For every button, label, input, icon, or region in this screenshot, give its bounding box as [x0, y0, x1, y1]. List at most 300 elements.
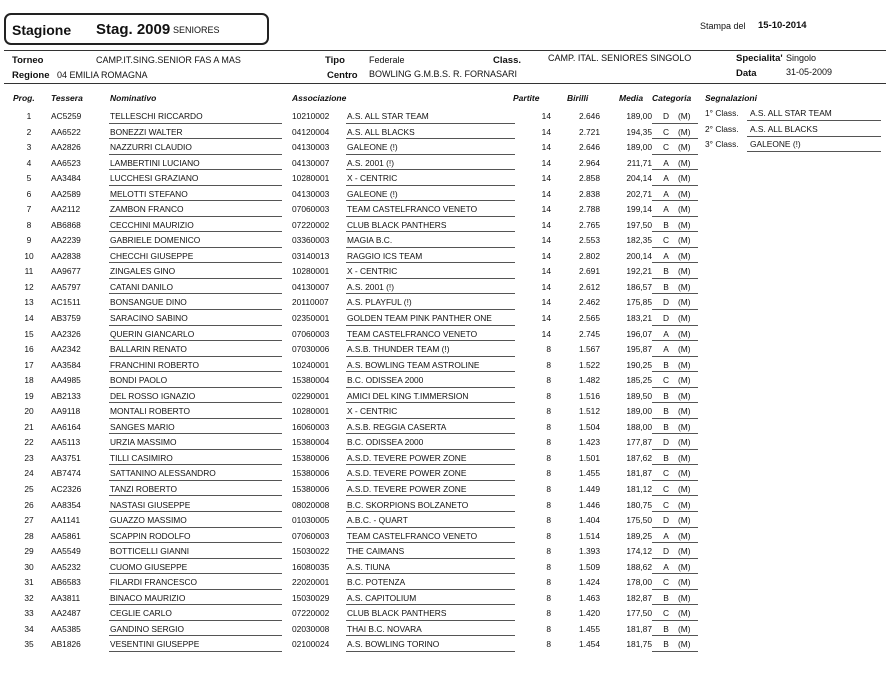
table-row	[0, 590, 891, 606]
row-categoria: C	[662, 468, 670, 479]
row-media: 189,00	[626, 406, 652, 417]
row-media: 181,12	[626, 483, 652, 494]
row-gender: (M)	[678, 126, 691, 137]
row-name: BONDI PAOLO	[110, 375, 168, 386]
row-partite: 8	[546, 623, 551, 634]
row-prog: 12	[24, 281, 34, 292]
row-team: AMICI DEL KING T.IMMERSION	[347, 390, 469, 401]
row-birilli: 2.838	[579, 188, 600, 199]
row-gender: (M)	[678, 173, 691, 184]
row-team-code: 10240001	[292, 359, 330, 370]
row-name: SANGES MARIO	[110, 421, 175, 432]
row-categoria: B	[663, 452, 669, 463]
row-underline	[346, 651, 515, 652]
table-row	[0, 341, 891, 357]
row-name: DEL ROSSO IGNAZIO	[110, 390, 196, 401]
row-name: GANDINO SERGIO	[110, 623, 184, 634]
row-team-code: 16060003	[292, 421, 330, 432]
row-categoria: B	[663, 359, 669, 370]
row-team-code: 15030022	[292, 546, 330, 557]
table-row	[0, 372, 891, 388]
row-prog: 14	[24, 313, 34, 324]
torneo-label: Torneo	[12, 55, 44, 66]
row-categoria: A	[663, 250, 669, 261]
row-name: TANZI ROBERTO	[110, 483, 178, 494]
row-team: B.C. POTENZA	[347, 577, 406, 588]
row-team-code: 02290001	[292, 390, 330, 401]
row-name: SCAPPIN RODOLFO	[110, 530, 191, 541]
row-team: A.S. CAPITOLIUM	[347, 592, 417, 603]
row-categoria: A	[663, 344, 669, 355]
centro-value: BOWLING G.M.B.S. R. FORNASARI	[369, 69, 518, 79]
row-categoria: C	[662, 142, 670, 153]
row-prog: 34	[24, 623, 34, 634]
row-team: A.S. ALL BLACKS	[347, 126, 415, 137]
row-underline	[109, 651, 282, 652]
row-media: 202,71	[626, 188, 652, 199]
row-partite: 14	[541, 126, 551, 137]
row-birilli: 2.462	[579, 297, 600, 308]
row-team: A.S. BOWLING TEAM ASTROLINE	[347, 359, 480, 370]
row-categoria: D	[662, 515, 670, 526]
row-name: NAZZURRI CLAUDIO	[110, 142, 192, 153]
table-row	[0, 543, 891, 559]
row-categoria: B	[663, 281, 669, 292]
row-media: 178,00	[626, 577, 652, 588]
row-prog: 13	[24, 297, 34, 308]
row-team: A.S. 2001 (!)	[347, 281, 395, 292]
segnalazione-underline	[747, 151, 881, 152]
row-categoria: D	[662, 111, 670, 121]
row-team-code: 10210002	[292, 111, 330, 121]
row-name: BINACO MAURIZIO	[110, 592, 186, 603]
regione-label: Regione	[12, 70, 50, 81]
header-rule-top	[4, 50, 886, 51]
row-media: 182,35	[626, 235, 652, 246]
header-rule-bottom	[4, 83, 886, 84]
row-partite: 8	[546, 390, 551, 401]
row-birilli: 1.463	[579, 592, 600, 603]
row-categoria: D	[662, 297, 670, 308]
row-gender: (M)	[678, 266, 691, 277]
row-partite: 8	[546, 468, 551, 479]
row-team: RAGGIO ICS TEAM	[347, 250, 423, 261]
row-birilli: 1.393	[579, 546, 600, 557]
row-categoria: B	[663, 592, 669, 603]
row-tessera: AA5232	[51, 561, 81, 572]
row-tessera: AB6868	[51, 219, 81, 230]
row-partite: 14	[541, 266, 551, 277]
row-name: GUAZZO MASSIMO	[110, 515, 187, 526]
row-prog: 25	[24, 483, 34, 494]
row-birilli: 1.424	[579, 577, 600, 588]
row-name: CATANI DANILO	[110, 281, 173, 292]
row-tessera: AA5797	[51, 281, 81, 292]
row-media: 187,62	[626, 452, 652, 463]
row-team-code: 04130007	[292, 157, 330, 168]
table-row	[0, 497, 891, 513]
row-prog: 6	[26, 188, 32, 199]
table-row	[0, 605, 891, 621]
row-categoria: A	[663, 157, 669, 168]
row-gender: (M)	[678, 111, 691, 121]
row-name: URZIA MASSIMO	[110, 437, 177, 448]
torneo-value: CAMP.IT.SING.SENIOR FAS A MAS	[96, 55, 241, 65]
row-team-code: 02100024	[292, 639, 330, 650]
row-partite: 14	[541, 204, 551, 215]
row-team: GALEONE (!)	[347, 142, 398, 153]
col-prog: Prog.	[13, 93, 35, 103]
row-media: 200,14	[626, 250, 652, 261]
row-partite: 8	[546, 592, 551, 603]
centro-label: Centro	[327, 70, 358, 81]
row-categoria: A	[663, 328, 669, 339]
row-media: 189,50	[626, 390, 652, 401]
row-partite: 8	[546, 499, 551, 510]
row-gender: (M)	[678, 437, 691, 448]
row-categoria: A	[663, 530, 669, 541]
row-team-code: 15380006	[292, 452, 330, 463]
row-birilli: 2.691	[579, 266, 600, 277]
row-name: TELLESCHI RICCARDO	[110, 111, 203, 121]
row-team: THAI B.C. NOVARA	[347, 623, 422, 634]
col-segnalazioni: Segnalazioni	[705, 93, 757, 103]
row-tessera: AA3484	[51, 173, 81, 184]
row-team-code: 10280001	[292, 406, 330, 417]
row-partite: 14	[541, 188, 551, 199]
row-name: BALLARIN RENATO	[110, 344, 187, 355]
table-row	[0, 481, 891, 497]
table-row	[0, 326, 891, 342]
row-tessera: AA2838	[51, 250, 81, 261]
row-tessera: AC1511	[51, 297, 81, 308]
row-prog: 16	[24, 344, 34, 355]
row-categoria: A	[663, 561, 669, 572]
row-partite: 8	[546, 406, 551, 417]
row-tessera: AA5549	[51, 546, 81, 557]
row-media: 188,62	[626, 561, 652, 572]
row-team-code: 03360003	[292, 235, 330, 246]
row-tessera: AA2589	[51, 188, 81, 199]
row-tessera: AA9677	[51, 266, 81, 277]
row-tessera: AA2239	[51, 235, 81, 246]
table-row	[0, 450, 891, 466]
row-media: 177,87	[626, 437, 652, 448]
row-team: B.C. ODISSEA 2000	[347, 375, 424, 386]
row-tessera: AA5113	[51, 437, 81, 448]
row-team-code: 15380006	[292, 468, 330, 479]
row-prog: 15	[24, 328, 34, 339]
row-team-code: 04130003	[292, 142, 330, 153]
row-media: 189,00	[626, 111, 652, 121]
row-birilli: 1.567	[579, 344, 600, 355]
row-name: CUOMO GIUSEPPE	[110, 561, 188, 572]
row-birilli: 1.446	[579, 499, 600, 510]
table-row	[0, 574, 891, 590]
table-row	[0, 294, 891, 310]
row-team-code: 15030029	[292, 592, 330, 603]
row-media: 188,00	[626, 421, 652, 432]
row-gender: (M)	[678, 592, 691, 603]
row-team: X - CENTRIC	[347, 266, 398, 277]
row-tessera: AA2826	[51, 142, 81, 153]
row-birilli: 1.455	[579, 468, 600, 479]
row-gender: (M)	[678, 546, 691, 557]
row-birilli: 2.765	[579, 219, 600, 230]
row-birilli: 2.646	[579, 142, 600, 153]
row-categoria: C	[662, 126, 670, 137]
row-team: A.S. PLAYFUL (!)	[347, 297, 412, 308]
row-team-code: 16080035	[292, 561, 330, 572]
row-media: 175,50	[626, 515, 652, 526]
row-name: VESENTINI GIUSEPPE	[110, 639, 200, 650]
row-prog: 23	[24, 452, 34, 463]
row-prog: 32	[24, 592, 34, 603]
row-gender: (M)	[678, 142, 691, 153]
row-team-code: 15380006	[292, 483, 330, 494]
row-partite: 8	[546, 515, 551, 526]
row-gender: (M)	[678, 328, 691, 339]
row-name: MONTALI ROBERTO	[110, 406, 191, 417]
row-categoria: C	[662, 608, 670, 619]
col-categoria: Categoria	[652, 93, 692, 103]
row-birilli: 2.612	[579, 281, 600, 292]
table-row	[0, 263, 891, 279]
row-media: 181,87	[626, 468, 652, 479]
row-gender: (M)	[678, 359, 691, 370]
row-name: CEGLIE CARLO	[110, 608, 172, 619]
row-prog: 35	[24, 639, 34, 650]
row-team: THE CAIMANS	[347, 546, 405, 557]
row-gender: (M)	[678, 390, 691, 401]
row-gender: (M)	[678, 235, 691, 246]
row-birilli: 1.522	[579, 359, 600, 370]
row-gender: (M)	[678, 561, 691, 572]
segnalazione-team: A.S. ALL BLACKS	[750, 123, 818, 134]
row-gender: (M)	[678, 250, 691, 261]
row-team-code: 08020008	[292, 499, 330, 510]
row-birilli: 1.514	[579, 530, 600, 541]
table-row	[0, 357, 891, 373]
row-name: BONSANGUE DINO	[110, 297, 187, 308]
row-team: X - CENTRIC	[347, 173, 398, 184]
row-name: LAMBERTINI LUCIANO	[110, 157, 200, 168]
row-tessera: AB2133	[51, 390, 81, 401]
row-gender: (M)	[678, 188, 691, 199]
row-media: 186,57	[626, 281, 652, 292]
table-row	[0, 170, 891, 186]
row-partite: 14	[541, 281, 551, 292]
row-name: GABRIELE DOMENICO	[110, 235, 201, 246]
specialita-label: Specialita'	[736, 53, 783, 64]
row-name: NASTASI GIUSEPPE	[110, 499, 191, 510]
row-categoria: B	[663, 421, 669, 432]
table-row	[0, 217, 891, 233]
row-tessera: AA3751	[51, 452, 81, 463]
row-birilli: 1.509	[579, 561, 600, 572]
row-categoria: C	[662, 483, 670, 494]
segnalazione-position: 2° Class.	[705, 123, 739, 134]
table-row	[0, 512, 891, 528]
row-media: 180,75	[626, 499, 652, 510]
row-team: CLUB BLACK PANTHERS	[347, 219, 447, 230]
row-media: 181,75	[626, 639, 652, 650]
row-categoria: B	[663, 390, 669, 401]
row-birilli: 1.449	[579, 483, 600, 494]
row-name: BOTTICELLI GIANNI	[110, 546, 190, 557]
row-prog: 26	[24, 499, 34, 510]
row-gender: (M)	[678, 406, 691, 417]
row-categoria: C	[662, 235, 670, 246]
row-media: 182,87	[626, 592, 652, 603]
row-prog: 24	[24, 468, 34, 479]
row-media: 175,85	[626, 297, 652, 308]
row-tessera: AA1141	[51, 515, 81, 526]
row-name: QUERIN GIANCARLO	[110, 328, 195, 339]
row-tessera: AB6583	[51, 577, 81, 588]
row-team-code: 10280001	[292, 173, 330, 184]
row-media: 197,50	[626, 219, 652, 230]
row-birilli: 1.404	[579, 515, 600, 526]
row-gender: (M)	[678, 344, 691, 355]
row-birilli: 1.420	[579, 608, 600, 619]
row-team-code: 22020001	[292, 577, 330, 588]
row-team: TEAM CASTELFRANCO VENETO	[347, 530, 478, 541]
row-team: A.S. ALL STAR TEAM	[347, 111, 429, 121]
row-team: B.C. ODISSEA 2000	[347, 437, 424, 448]
row-team-code: 15380004	[292, 375, 330, 386]
season-category: SENIORES	[173, 25, 220, 35]
row-team: TEAM CASTELFRANCO VENETO	[347, 204, 478, 215]
row-birilli: 2.721	[579, 126, 600, 137]
row-tessera: AC5259	[51, 111, 82, 121]
segnalazione-team: GALEONE (!)	[750, 139, 801, 149]
row-tessera: AA5385	[51, 623, 81, 634]
segnalazione-underline	[747, 120, 881, 121]
row-tessera: AA6164	[51, 421, 81, 432]
row-prog: 29	[24, 546, 34, 557]
table-row	[0, 279, 891, 295]
row-categoria: C	[662, 375, 670, 386]
row-birilli: 1.504	[579, 421, 600, 432]
row-prog: 7	[26, 204, 32, 215]
col-partite: Partite	[513, 93, 540, 103]
row-categoria: D	[662, 437, 670, 448]
row-gender: (M)	[678, 483, 691, 494]
row-partite: 8	[546, 437, 551, 448]
row-prog: 31	[24, 577, 34, 588]
col-media: Media	[619, 93, 644, 103]
row-prog: 22	[24, 437, 34, 448]
row-partite: 8	[546, 421, 551, 432]
row-prog: 20	[24, 406, 34, 417]
row-categoria: B	[663, 266, 669, 277]
row-name: BONEZZI WALTER	[110, 126, 183, 137]
row-partite: 8	[546, 375, 551, 386]
table-row	[0, 465, 891, 481]
segnalazione-position: 3° Class.	[705, 139, 739, 149]
row-prog: 27	[24, 515, 34, 526]
row-partite: 8	[546, 483, 551, 494]
col-associazione: Associazione	[292, 93, 347, 103]
row-media: 204,14	[626, 173, 652, 184]
row-partite: 8	[546, 530, 551, 541]
season-label: Stagione	[12, 22, 72, 38]
row-partite: 14	[541, 235, 551, 246]
table-row	[0, 186, 891, 202]
row-prog: 5	[26, 173, 32, 184]
table-row	[0, 155, 891, 171]
row-prog: 9	[26, 235, 32, 246]
row-gender: (M)	[678, 499, 691, 510]
row-birilli: 1.454	[579, 639, 600, 650]
table-row	[0, 621, 891, 637]
row-team: TEAM CASTELFRANCO VENETO	[347, 328, 478, 339]
col-nominativo: Nominativo	[110, 93, 157, 103]
row-name: FRANCHINI ROBERTO	[110, 359, 200, 370]
row-media: 183,21	[626, 313, 652, 324]
row-prog: 28	[24, 530, 34, 541]
row-birilli: 1.501	[579, 452, 600, 463]
row-prog: 8	[26, 219, 32, 230]
row-gender: (M)	[678, 515, 691, 526]
row-team-code: 07220002	[292, 219, 330, 230]
row-media: 192,21	[626, 266, 652, 277]
row-media: 185,25	[626, 375, 652, 386]
table-row	[0, 559, 891, 575]
row-partite: 8	[546, 452, 551, 463]
row-birilli: 1.423	[579, 437, 600, 448]
row-name: LUCCHESI GRAZIANO	[110, 173, 199, 184]
row-categoria: B	[663, 639, 669, 650]
row-prog: 17	[24, 359, 34, 370]
table-row	[0, 528, 891, 544]
row-tessera: AA2112	[51, 204, 81, 215]
row-birilli: 1.516	[579, 390, 600, 401]
row-team-code: 04130007	[292, 281, 330, 292]
row-partite: 8	[546, 608, 551, 619]
row-gender: (M)	[678, 375, 691, 386]
row-prog: 18	[24, 375, 34, 386]
row-tessera: AA6522	[51, 126, 81, 137]
row-tessera: AB1826	[51, 639, 81, 650]
row-team: A.S.B. REGGIA CASERTA	[347, 421, 447, 432]
row-birilli: 2.802	[579, 250, 600, 261]
row-gender: (M)	[678, 157, 691, 168]
row-birilli: 2.788	[579, 204, 600, 215]
row-tessera: AB3759	[51, 313, 81, 324]
row-media: 174,12	[626, 546, 652, 557]
row-birilli: 2.745	[579, 328, 600, 339]
row-team: GALEONE (!)	[347, 188, 398, 199]
row-gender: (M)	[678, 204, 691, 215]
table-row	[0, 232, 891, 248]
row-team-code: 03140013	[292, 250, 330, 261]
row-team-code: 10280001	[292, 266, 330, 277]
table-row	[0, 388, 891, 404]
row-team-code: 15380004	[292, 437, 330, 448]
row-team-code: 01030005	[292, 515, 330, 526]
row-birilli: 1.512	[579, 406, 600, 417]
row-tessera: AA2487	[51, 608, 81, 619]
row-birilli: 1.455	[579, 623, 600, 634]
row-team-code: 07220002	[292, 608, 330, 619]
row-team-code: 07060003	[292, 530, 330, 541]
row-name: ZINGALES GINO	[110, 266, 176, 277]
row-tessera: AA3584	[51, 359, 81, 370]
row-gender: (M)	[678, 530, 691, 541]
row-birilli: 2.553	[579, 235, 600, 246]
